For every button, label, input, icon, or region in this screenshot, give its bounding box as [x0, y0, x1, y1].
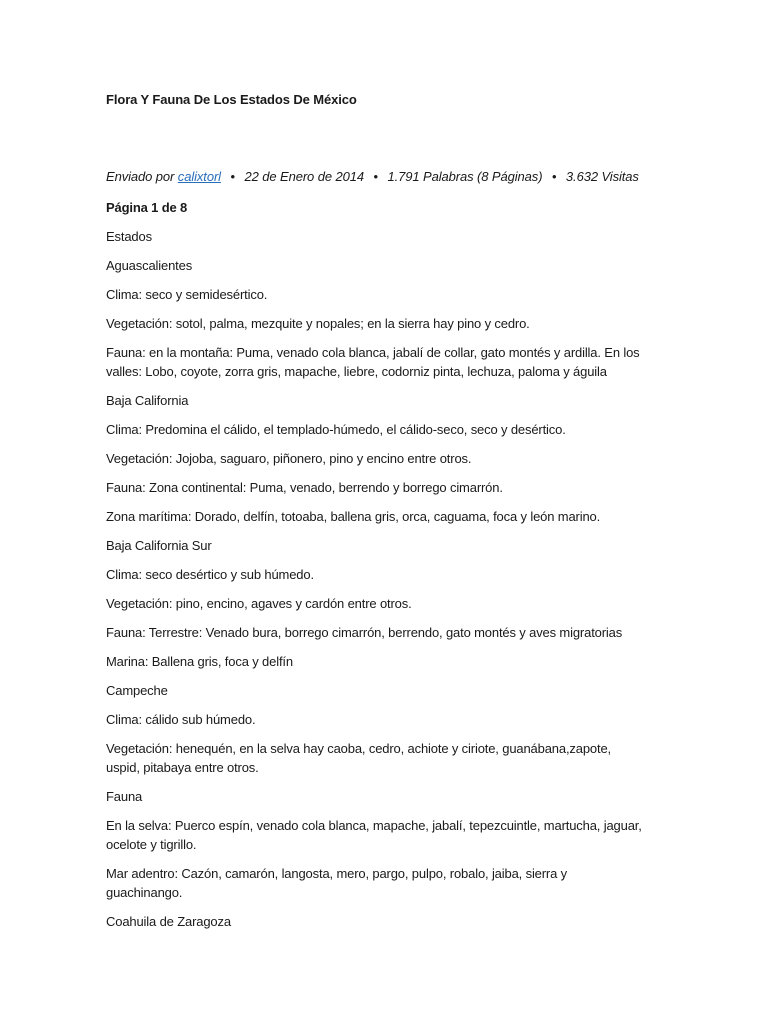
text-line: Marina: Ballena gris, foca y delfín [106, 654, 293, 669]
document-meta [106, 169, 639, 184]
text-line: Zona marítima: Dorado, delfín, totoaba, ballena gris, orca, caguama, foca y león marino. [106, 509, 601, 524]
bullet-separator: • [230, 169, 235, 184]
text-line: Fauna: en la montaña: Puma, venado cola blanca, jabalí de collar, gato montés y ardilla. En los valles: Lobo, coyote, zorra gris, mapache, liebre, codorniz pinta, lechuza, paloma y águila [106, 345, 640, 379]
text-line: Clima: cálido sub húmedo. [106, 712, 256, 727]
page-indicator: Página 1 de 8 [106, 200, 188, 215]
document-title: Flora Y Fauna De Los Estados De México [106, 92, 357, 107]
text-line: Fauna: Zona continental: Puma, venado, berrendo y borrego cimarrón. [106, 480, 503, 495]
text-line: Clima: seco desértico y sub húmedo. [106, 567, 314, 582]
text-line: Estados [106, 229, 152, 244]
text-line: Fauna: Terrestre: Venado bura, borrego cimarrón, berrendo, gato montés y aves migratorias [106, 625, 623, 640]
text-line: Baja California Sur [106, 538, 212, 553]
sent-by-label: Enviado por [106, 169, 175, 184]
text-line: Coahuila de Zaragoza [106, 914, 231, 929]
text-line: Vegetación: Jojoba, saguaro, piñonero, pino y encino entre otros. [106, 451, 472, 466]
text-line: Clima: Predomina el cálido, el templado-húmedo, el cálido-seco, seco y desértico. [106, 422, 566, 437]
text-line: Vegetación: pino, encino, agaves y cardón entre otros. [106, 596, 412, 611]
text-line: En la selva: Puerco espín, venado cola blanca, mapache, jabalí, tepezcuintle, martucha, jaguar, ocelote y tigrillo. [106, 818, 642, 852]
bullet-separator: • [373, 169, 378, 184]
text-line: Clima: seco y semidesértico. [106, 287, 268, 302]
word-count: 1.791 Palabras (8 Páginas) [387, 169, 543, 184]
visit-count: 3.632 Visitas [565, 169, 639, 184]
text-line: Vegetación: henequén, en la selva hay caoba, cedro, achiote y ciriote, guanábana,zapote, uspid, pitabaya entre otros. [106, 741, 612, 775]
text-line: Vegetación: sotol, palma, mezquite y nopales; en la sierra hay pino y cedro. [106, 316, 530, 331]
text-line: Aguascalientes [106, 258, 193, 273]
text-line: Mar adentro: Cazón, camarón, langosta, mero, pargo, pulpo, robalo, jaiba, sierra y guachinango. [106, 866, 568, 900]
text-line: Campeche [106, 683, 168, 698]
bullet-separator: • [551, 169, 557, 184]
publish-date: 22 de Enero de 2014 [244, 169, 364, 184]
author-link[interactable]: calixtorl [177, 169, 221, 184]
text-line: Fauna [106, 789, 143, 804]
document-body [106, 198, 646, 941]
text-line: Baja California [106, 393, 189, 408]
